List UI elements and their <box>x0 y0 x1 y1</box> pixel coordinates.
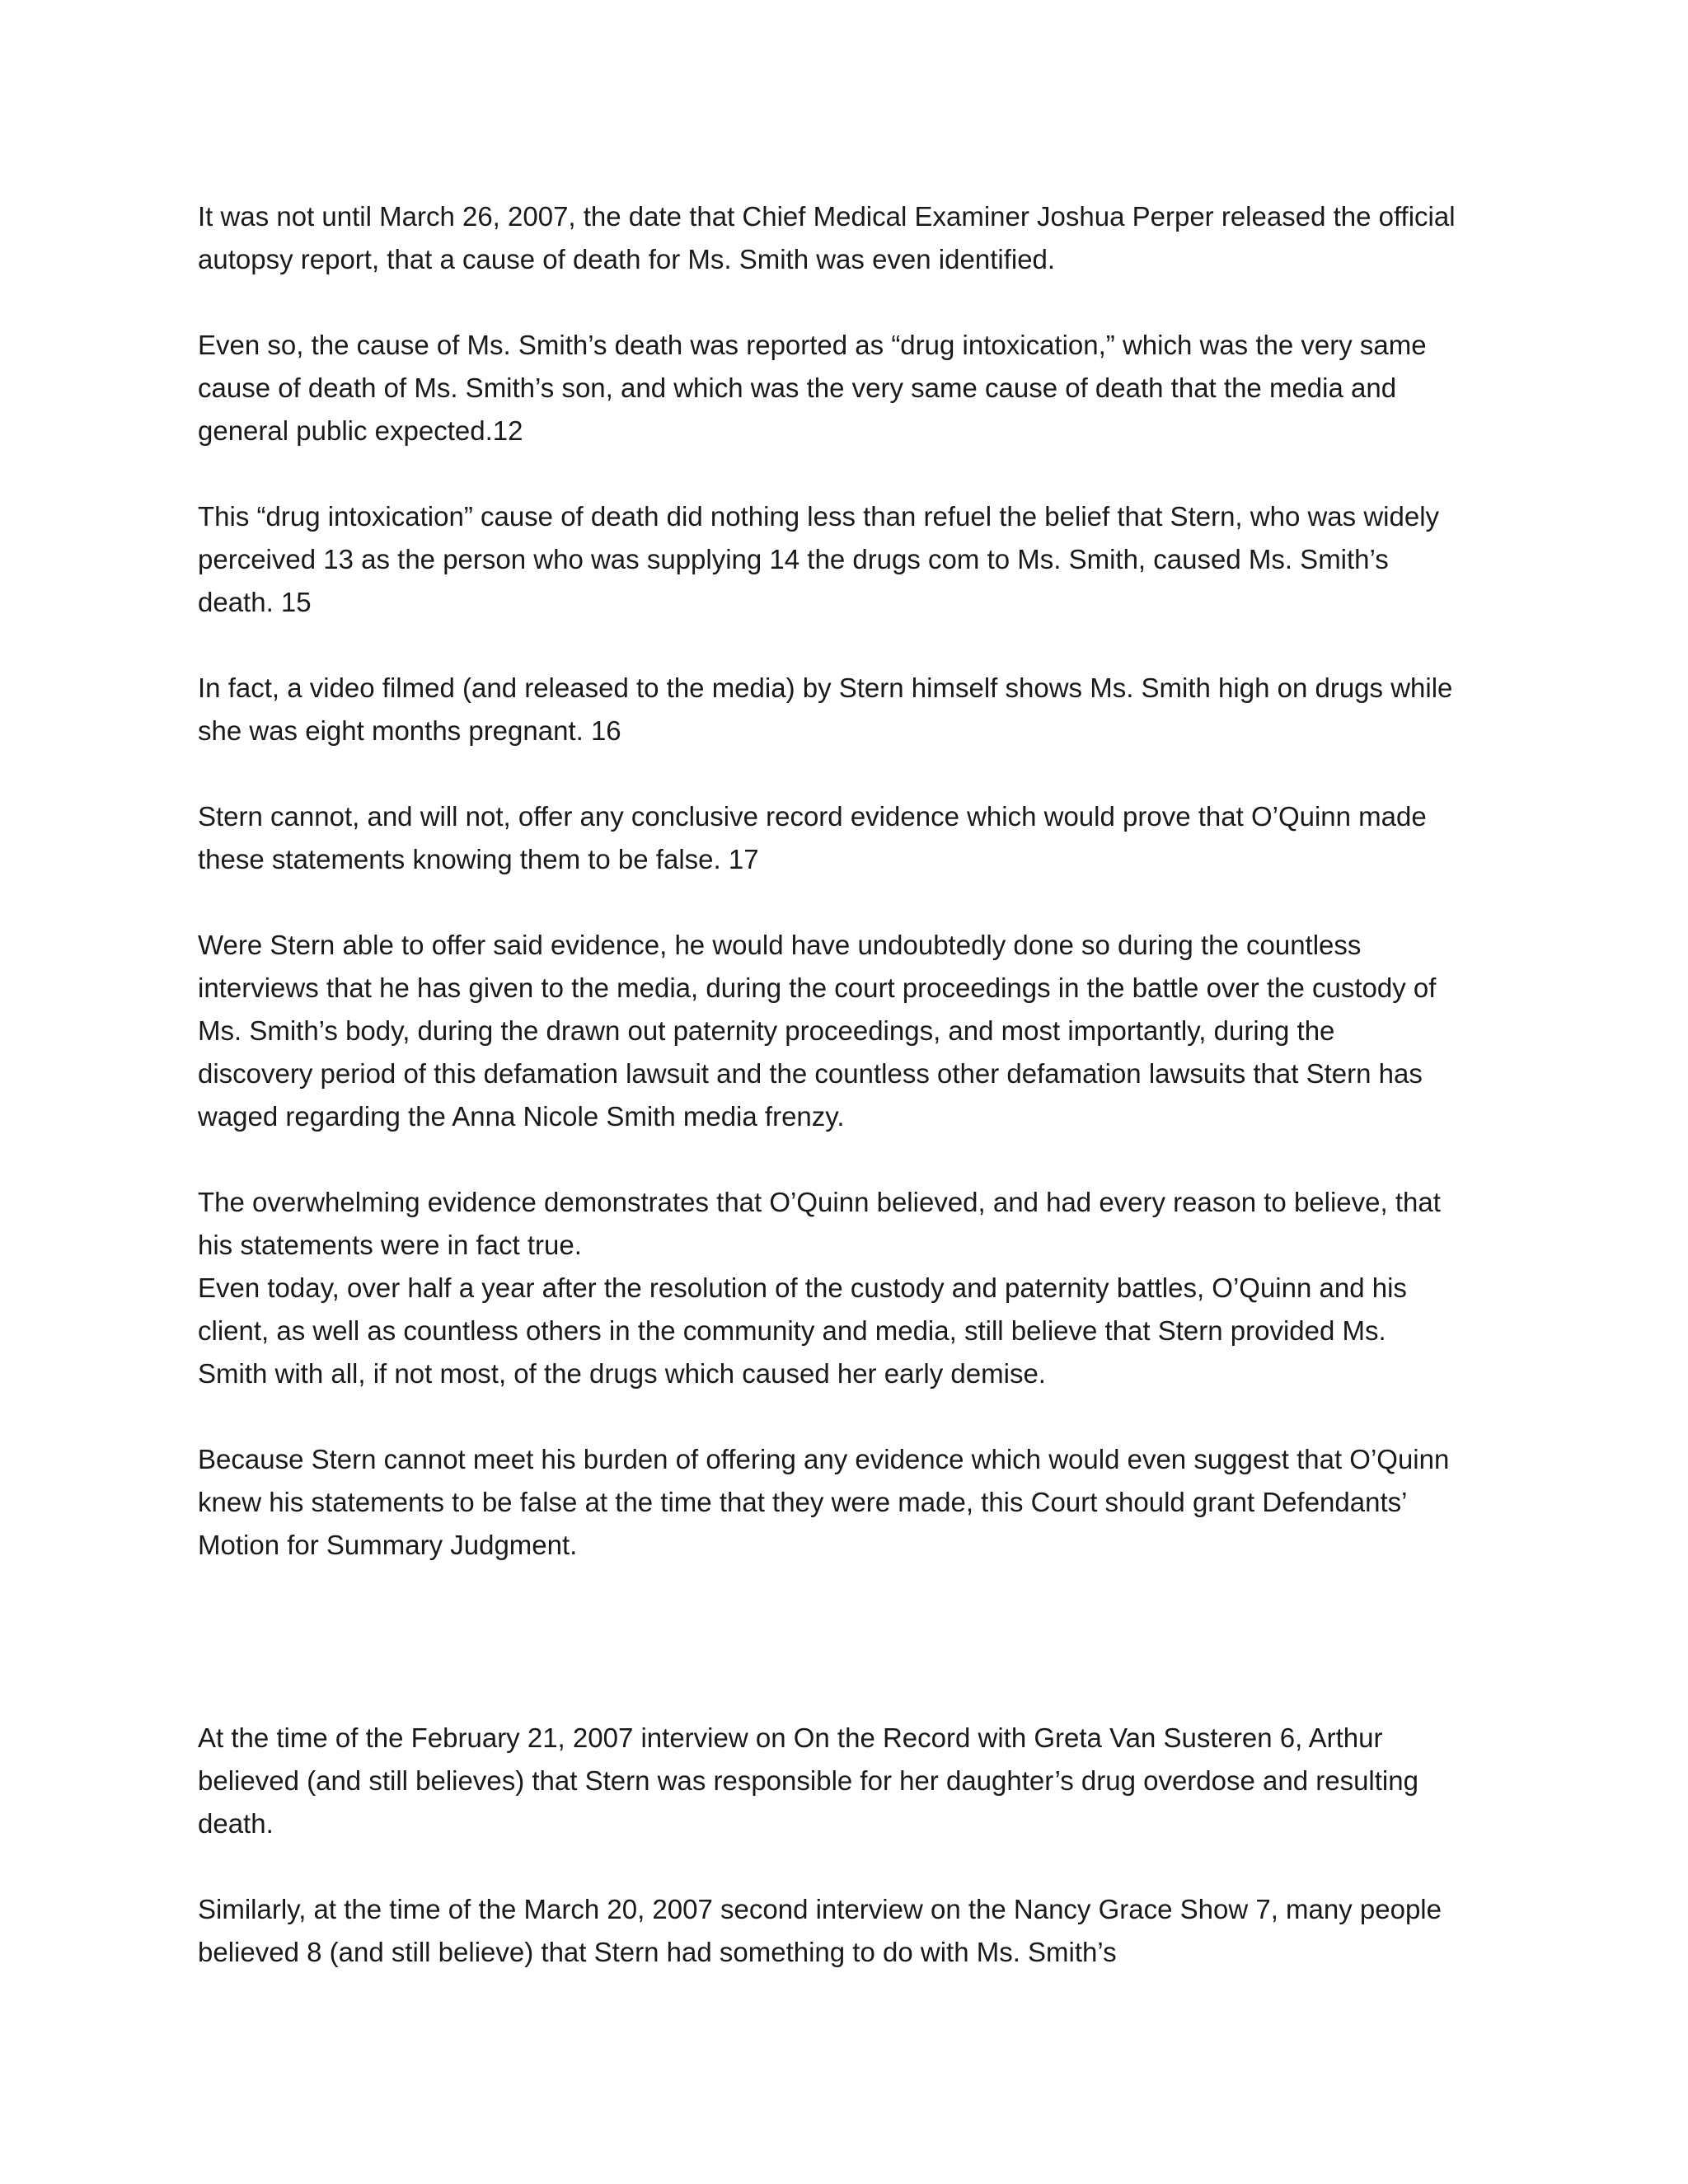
document-body-bottom <box>198 1717 1500 1974</box>
paragraph-even-today: Even today, over half a year after the resolution of the custody and paternity battles, O’Quinn and his client, as well as countless others in the community and media, still believe that Stern provided Ms. Smith with all, if not most, of the drugs which caused her early demise. <box>198 1272 1407 1389</box>
paragraph-no-evidence: Stern cannot, and will not, offer any conclusive record evidence which would prove that O’Quinn made these statements knowing them to be false. 17 <box>198 801 1427 874</box>
paragraph-drug-intoxication: This “drug intoxication” cause of death did nothing less than refuel the belief that Stern, who was widely perceived 13 as the person who was supplying 14 the drugs com to Ms. Smith, caused Ms. Smith’s death. 15 <box>198 501 1440 617</box>
paragraph-cause-of-death: Even so, the cause of Ms. Smith’s death was reported as “drug intoxication,” which was the very same cause of death of Ms. Smith’s son, and which was the very same cause of death that the media and general public expected.12 <box>198 330 1427 446</box>
paragraph-march-interview: Similarly, at the time of the March 20, 2007 second interview on the Nancy Grace Show 7, many people believed 8 (and still believe) that Stern had something to do with Ms. Smith’s <box>198 1894 1442 1967</box>
paragraph-autopsy-date: It was not until March 26, 2007, the date that Chief Medical Examiner Joshua Perper released the official autopsy report, that a cause of death for Ms. Smith was even identified. <box>198 201 1456 274</box>
paragraph-video-filmed: In fact, a video filmed (and released to the media) by Stern himself shows Ms. Smith high on drugs while she was eight months pregnant. 16 <box>198 673 1453 746</box>
paragraph-summary-judgment: Because Stern cannot meet his burden of offering any evidence which would even suggest that O’Quinn knew his statements to be false at the time that they were made, this Court should grant Defendants’ Motion for Summary Judgment. <box>198 1444 1450 1560</box>
document-body-top <box>198 195 1500 1567</box>
paragraph-february-interview: At the time of the February 21, 2007 interview on On the Record with Greta Van Susteren 6, Arthur believed (and still believes) that Stern was responsible for her daughter’s drug overdose and resulting death. <box>198 1722 1418 1839</box>
paragraph-were-stern-able: Were Stern able to offer said evidence, he would have undoubtedly done so during the countless interviews that he has given to the media, during the court proceedings in the battle over the custody of Ms. Smith’s body, during the drawn out paternity proceedings, and most importantly, during the discovery period of this defamation lawsuit and the countless other defamation lawsuits that Stern has waged regarding the Anna Nicole Smith media frenzy. <box>198 930 1437 1132</box>
paragraph-overwhelming-evidence: The overwhelming evidence demonstrates that O’Quinn believed, and had every reason to believe, that his statements were in fact true. <box>198 1187 1441 1260</box>
